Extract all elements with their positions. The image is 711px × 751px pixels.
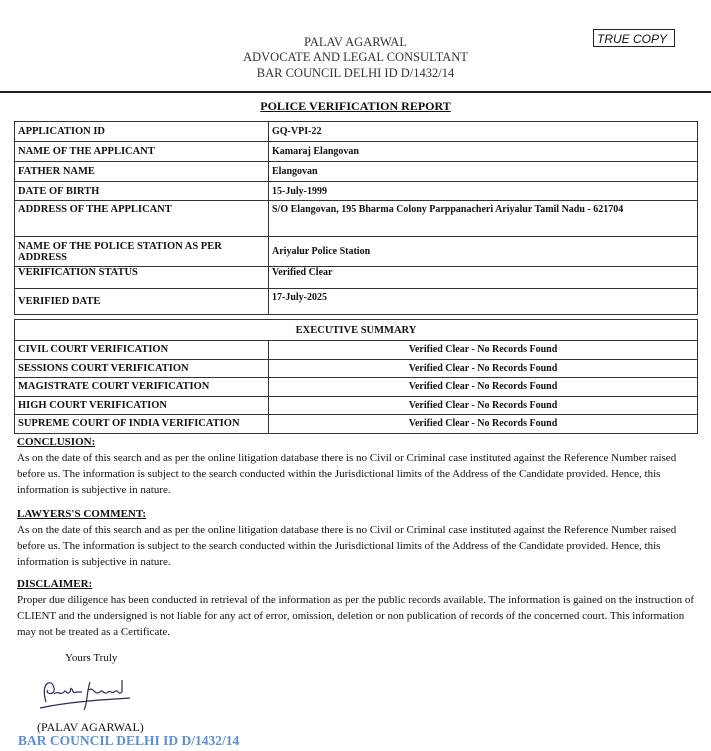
table-row [15,201,698,237]
row-value: Ariyalur Police Station [269,237,698,267]
row-label: ADDRESS OF THE APPLICANT [15,201,269,237]
table-row [15,122,698,142]
letterhead-bar-id: BAR COUNCIL DELHI ID D/1432/14 [256,66,455,80]
page-title: POLICE VERIFICATION REPORT [260,99,451,113]
row-label: CIVIL COURT VERIFICATION [15,341,269,360]
executive-summary-table [14,319,698,434]
row-value: GQ-VPI-22 [269,122,698,142]
signatory-name: (PALAV AGARWAL) [37,720,144,734]
table-row [15,341,698,360]
row-label: SESSIONS COURT VERIFICATION [15,359,269,378]
table-row [15,396,698,415]
table-row [15,359,698,378]
row-value: Verified Clear - No Records Found [269,396,698,415]
table-row [15,237,698,267]
row-label: SUPREME COURT OF INDIA VERIFICATION [15,415,269,434]
row-value: Elangovan [269,162,698,182]
details-table [14,121,698,315]
row-label: DATE OF BIRTH [15,182,269,201]
row-label: HIGH COURT VERIFICATION [15,396,269,415]
table-row [15,415,698,434]
true-copy-stamp: TRUE COPY [593,29,675,47]
row-label: NAME OF THE POLICE STATION AS PER ADDRESS [15,237,269,267]
divider [0,91,711,93]
row-value: Verified Clear - No Records Found [269,359,698,378]
disclaimer-section [17,576,697,640]
table-row [15,142,698,162]
disclaimer-text: Proper due diligence has been conducted in retrieval of the information as per the public records available. The information is gained on the instruction of CLIENT and the undersigned is not liable for any act of error, omission, deletion or non publication of records of the concerned court. This information may not be treated as a Certificate. [17,594,694,638]
signatory-bar-id: BAR COUNCIL DELHI ID D/1432/14 [18,733,240,748]
row-value: 17-July-2025 [269,289,698,315]
table-row [15,182,698,201]
closing: Yours Truly [65,652,118,664]
conclusion-heading: CONCLUSION: [17,436,96,448]
row-value: 15-July-1999 [269,182,698,201]
row-value: S/O Elangovan, 195 Bharma Colony Parppanacheri Ariyalur Tamil Nadu - 621704 [269,201,698,237]
summary-heading: EXECUTIVE SUMMARY [15,320,698,341]
row-label: FATHER NAME [15,162,269,182]
conclusion-text: As on the date of this search and as per the online litigation database there is no Civil or Criminal case instituted against the Reference Number raised before us. The information is subject to the search conducted within the Jurisdictional limits of the Address of the Candidate provided. Hence, this information is subjective in nature. [17,452,677,496]
row-label: APPLICATION ID [15,122,269,142]
letterhead-designation: ADVOCATE AND LEGAL CONSULTANT [243,50,468,64]
lawyers-comment-section [17,506,697,570]
row-label: VERIFICATION STATUS [15,267,269,289]
letterhead-name: PALAV AGARWAL [304,35,407,49]
row-label: VERIFIED DATE [15,289,269,315]
row-value: Verified Clear [269,267,698,289]
signature-image [38,672,138,717]
row-value: Verified Clear - No Records Found [269,415,698,434]
table-row [15,267,698,289]
disclaimer-heading: DISCLAIMER: [17,578,93,590]
row-value: Verified Clear - No Records Found [269,378,698,397]
table-row [15,289,698,315]
comment-text: As on the date of this search and as per the online litigation database there is no Civil or Criminal case instituted against the Reference Number raised before us. The information is subject to the search conducted within the Jurisdictional limits of the Address of the Candidate provided. Hence, this information is subjective in nature. [17,524,677,568]
table-row [15,378,698,397]
row-value: Verified Clear - No Records Found [269,341,698,360]
comment-heading: LAWYERS'S COMMENT: [17,508,147,520]
row-value: Kamaraj Elangovan [269,142,698,162]
row-label: MAGISTRATE COURT VERIFICATION [15,378,269,397]
table-row [15,162,698,182]
row-label: NAME OF THE APPLICANT [15,142,269,162]
conclusion-section [17,434,697,498]
